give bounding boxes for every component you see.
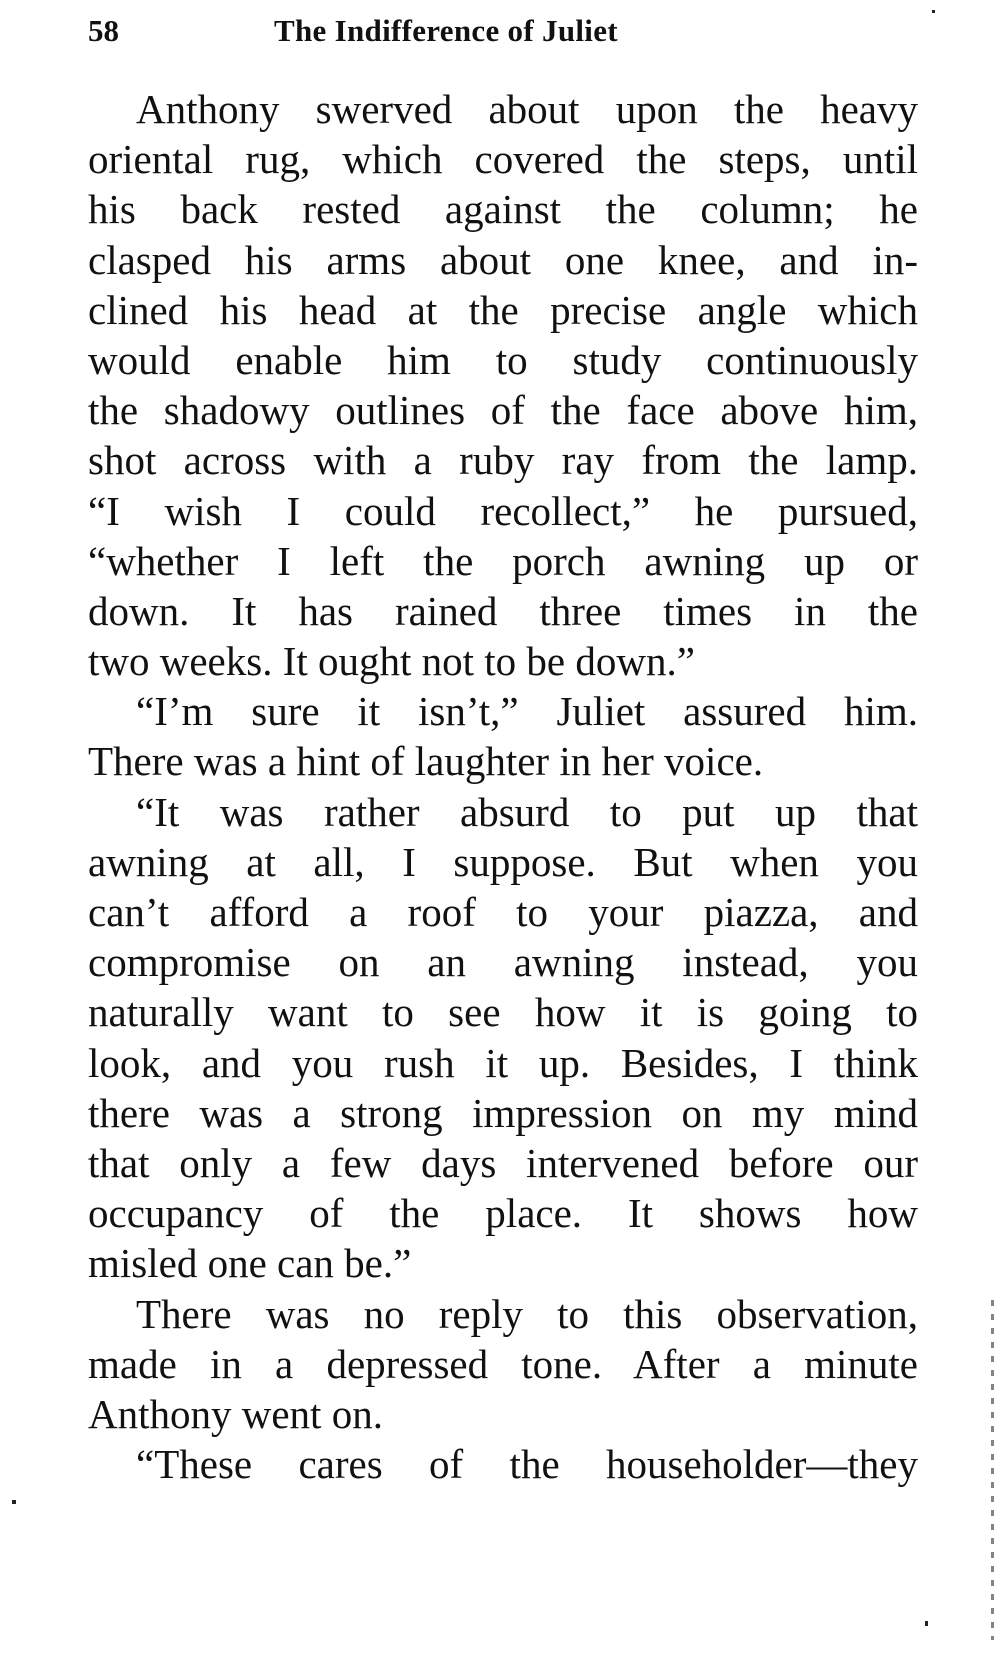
text-line: Anthony went on. — [88, 1390, 383, 1437]
text-line: shot across with a ruby ray from the lamp. — [88, 437, 918, 484]
page-header — [88, 8, 918, 54]
text-line: made in a depressed tone. After a minute — [88, 1340, 918, 1387]
page-number: 58 — [88, 13, 119, 48]
text-line: can’t afford a roof to your piazza, and — [88, 889, 918, 935]
text-line: occupancy of the place. It shows how — [88, 1190, 918, 1237]
text-line: down. It has rained three times in the — [88, 587, 918, 634]
text-line: two weeks. It ought not to be down.” — [88, 638, 695, 685]
text-line: “I wish I could recollect,” he pursued, — [88, 487, 918, 534]
text-line: “These cares of the householder—they — [136, 1441, 918, 1488]
text-line: clasped his arms about one knee, and in- — [88, 236, 918, 283]
text-line: there was a strong impression on my mind — [88, 1089, 918, 1136]
text-line: There was no reply to this observation, — [136, 1290, 918, 1337]
text-line: misled one can be.” — [88, 1240, 412, 1287]
text-line: There was a hint of laughter in her voice. — [88, 738, 764, 785]
text-line: his back rested against the column; he — [88, 186, 918, 233]
text-line: “I’m sure it isn’t,” Juliet assured him. — [136, 688, 918, 735]
scan-speck — [925, 1621, 928, 1626]
running-head-title: The Indifference of Juliet — [274, 13, 618, 48]
text-line: naturally want to see how it is going to — [88, 989, 918, 1036]
text-line: that only a few days intervened before our — [88, 1139, 918, 1186]
text-line: the shadowy outlines of the face above him, — [88, 387, 918, 434]
scan-speck — [932, 10, 935, 13]
text-line: look, and you rush it up. Besides, I think — [88, 1039, 918, 1086]
text-line: clined his head at the precise angle which — [88, 286, 918, 333]
body-text — [88, 84, 918, 1489]
text-line: “whether I left the porch awning up or — [88, 537, 918, 584]
text-line: “It was rather absurd to put up that — [136, 788, 918, 835]
text-line: would enable him to study continuously — [88, 336, 918, 383]
scan-speck — [12, 1500, 16, 1504]
text-line: compromise on an awning instead, you — [88, 939, 918, 986]
text-line: Anthony swerved about upon the heavy — [136, 86, 918, 132]
page-edge-shadow — [991, 1300, 994, 1640]
text-line: awning at all, I suppose. But when you — [88, 838, 918, 885]
text-line: oriental rug, which covered the steps, until — [88, 136, 918, 183]
